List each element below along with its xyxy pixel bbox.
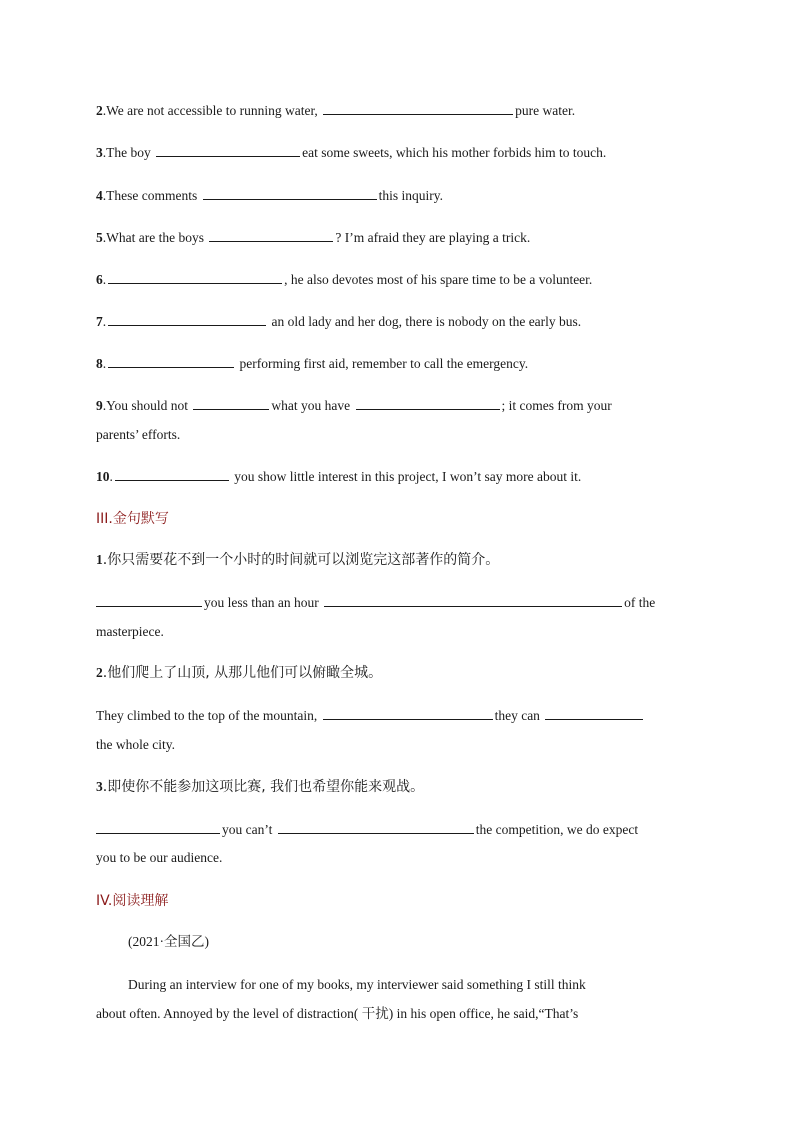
question-6 [96, 271, 592, 289]
chinese-prompt: .即使你不能参加这项比赛, 我们也希望你能来观战。 [102, 779, 425, 795]
question-text-middle: what you have [271, 398, 354, 413]
question-text: . [102, 314, 107, 329]
question-4 [96, 187, 443, 205]
question-text-after: eat some sweets, which his mother forbids him to touch. [302, 145, 607, 160]
question-text-after: pure water. [515, 103, 576, 118]
question-number: 3 [96, 779, 103, 794]
chinese-prompt: .你只需要花不到一个小时的时间就可以浏览完这部著作的简介。 [102, 552, 500, 568]
question-text-after: you show little interest in this project, I won’t say more about it. [230, 469, 582, 484]
sentence-1-english [96, 594, 655, 612]
question-text: .We are not accessible to running water, [102, 103, 322, 118]
passage-source: (2021·全国乙) [128, 934, 209, 949]
question-number: 4 [96, 188, 103, 203]
question-text: . [109, 469, 113, 484]
answer-blank[interactable] [323, 102, 513, 115]
section-heading-iv: IV.阅读理解 [96, 893, 169, 909]
sentence-3-chinese [96, 778, 424, 796]
chinese-prompt: .他们爬上了山顶, 从那儿他们可以俯瞰全城。 [102, 665, 383, 681]
question-text-after: ; it comes from your [501, 398, 612, 413]
answer-blank[interactable] [278, 821, 474, 834]
answer-blank[interactable] [96, 821, 220, 834]
question-text-after: , he also devotes most of his spare time to be a volunteer. [284, 272, 593, 287]
question-text: .What are the boys [102, 230, 208, 245]
sentence-text: they can [494, 708, 544, 723]
answer-blank[interactable] [115, 468, 229, 481]
question-number: 3 [96, 145, 103, 160]
question-8 [96, 355, 528, 373]
sentence-2-chinese [96, 664, 382, 682]
sentence-text-end: of the [624, 595, 656, 610]
question-text-after: this inquiry. [378, 188, 443, 203]
answer-blank[interactable] [545, 707, 643, 720]
answer-blank[interactable] [108, 271, 282, 284]
question-number: 1 [96, 552, 103, 567]
question-text-after: an old lady and her dog, there is nobody on the early bus. [268, 314, 582, 329]
answer-blank[interactable] [324, 594, 622, 607]
answer-blank[interactable] [203, 187, 377, 200]
answer-blank[interactable] [156, 144, 300, 157]
question-text-after: ? I’m afraid they are playing a trick. [335, 230, 531, 245]
question-number: 9 [96, 398, 103, 413]
question-text-after: performing first aid, remember to call the emergency. [236, 356, 529, 371]
answer-blank[interactable] [209, 229, 333, 242]
question-number: 10 [96, 469, 110, 484]
question-5 [96, 229, 530, 247]
sentence-2-continuation: the whole city. [96, 737, 175, 752]
sentence-text: you can’t [222, 822, 276, 837]
question-10 [96, 468, 581, 486]
sentence-2-english [96, 707, 645, 725]
question-2 [96, 102, 575, 120]
sentence-1-continuation: masterpiece. [96, 624, 164, 639]
question-9 [96, 397, 612, 415]
question-number: 7 [96, 314, 103, 329]
answer-blank[interactable] [323, 707, 493, 720]
sentence-text-end: the competition, we do expect [475, 822, 639, 837]
question-text: .You should not [102, 398, 192, 413]
answer-blank[interactable] [193, 397, 269, 410]
answer-blank[interactable] [108, 313, 266, 326]
question-number: 8 [96, 356, 103, 371]
sentence-1-chinese [96, 551, 499, 569]
section-heading-iii: III.金句默写 [96, 511, 169, 527]
answer-blank[interactable] [96, 594, 202, 607]
question-text: . [102, 272, 107, 287]
sentence-3-continuation: you to be our audience. [96, 850, 223, 865]
question-text: .These comments [102, 188, 201, 203]
passage-line-2: about often. Annoyed by the level of distraction( 干扰) in his open office, he said,“That’s [96, 1006, 579, 1021]
question-number: 5 [96, 230, 103, 245]
question-number: 2 [96, 103, 103, 118]
question-number: 2 [96, 665, 103, 680]
answer-blank[interactable] [356, 397, 500, 410]
passage-line-1: During an interview for one of my books, my interviewer said something I still think [128, 977, 586, 992]
question-7 [96, 313, 581, 331]
question-3 [96, 144, 606, 162]
sentence-3-english [96, 821, 638, 839]
question-number: 6 [96, 272, 103, 287]
sentence-text-start: They climbed to the top of the mountain, [96, 708, 321, 723]
question-text: .The boy [102, 145, 155, 160]
answer-blank[interactable] [108, 355, 234, 368]
question-9-continuation: parents’ efforts. [96, 427, 181, 442]
question-text: . [102, 356, 107, 371]
sentence-text: you less than an hour [204, 595, 323, 610]
